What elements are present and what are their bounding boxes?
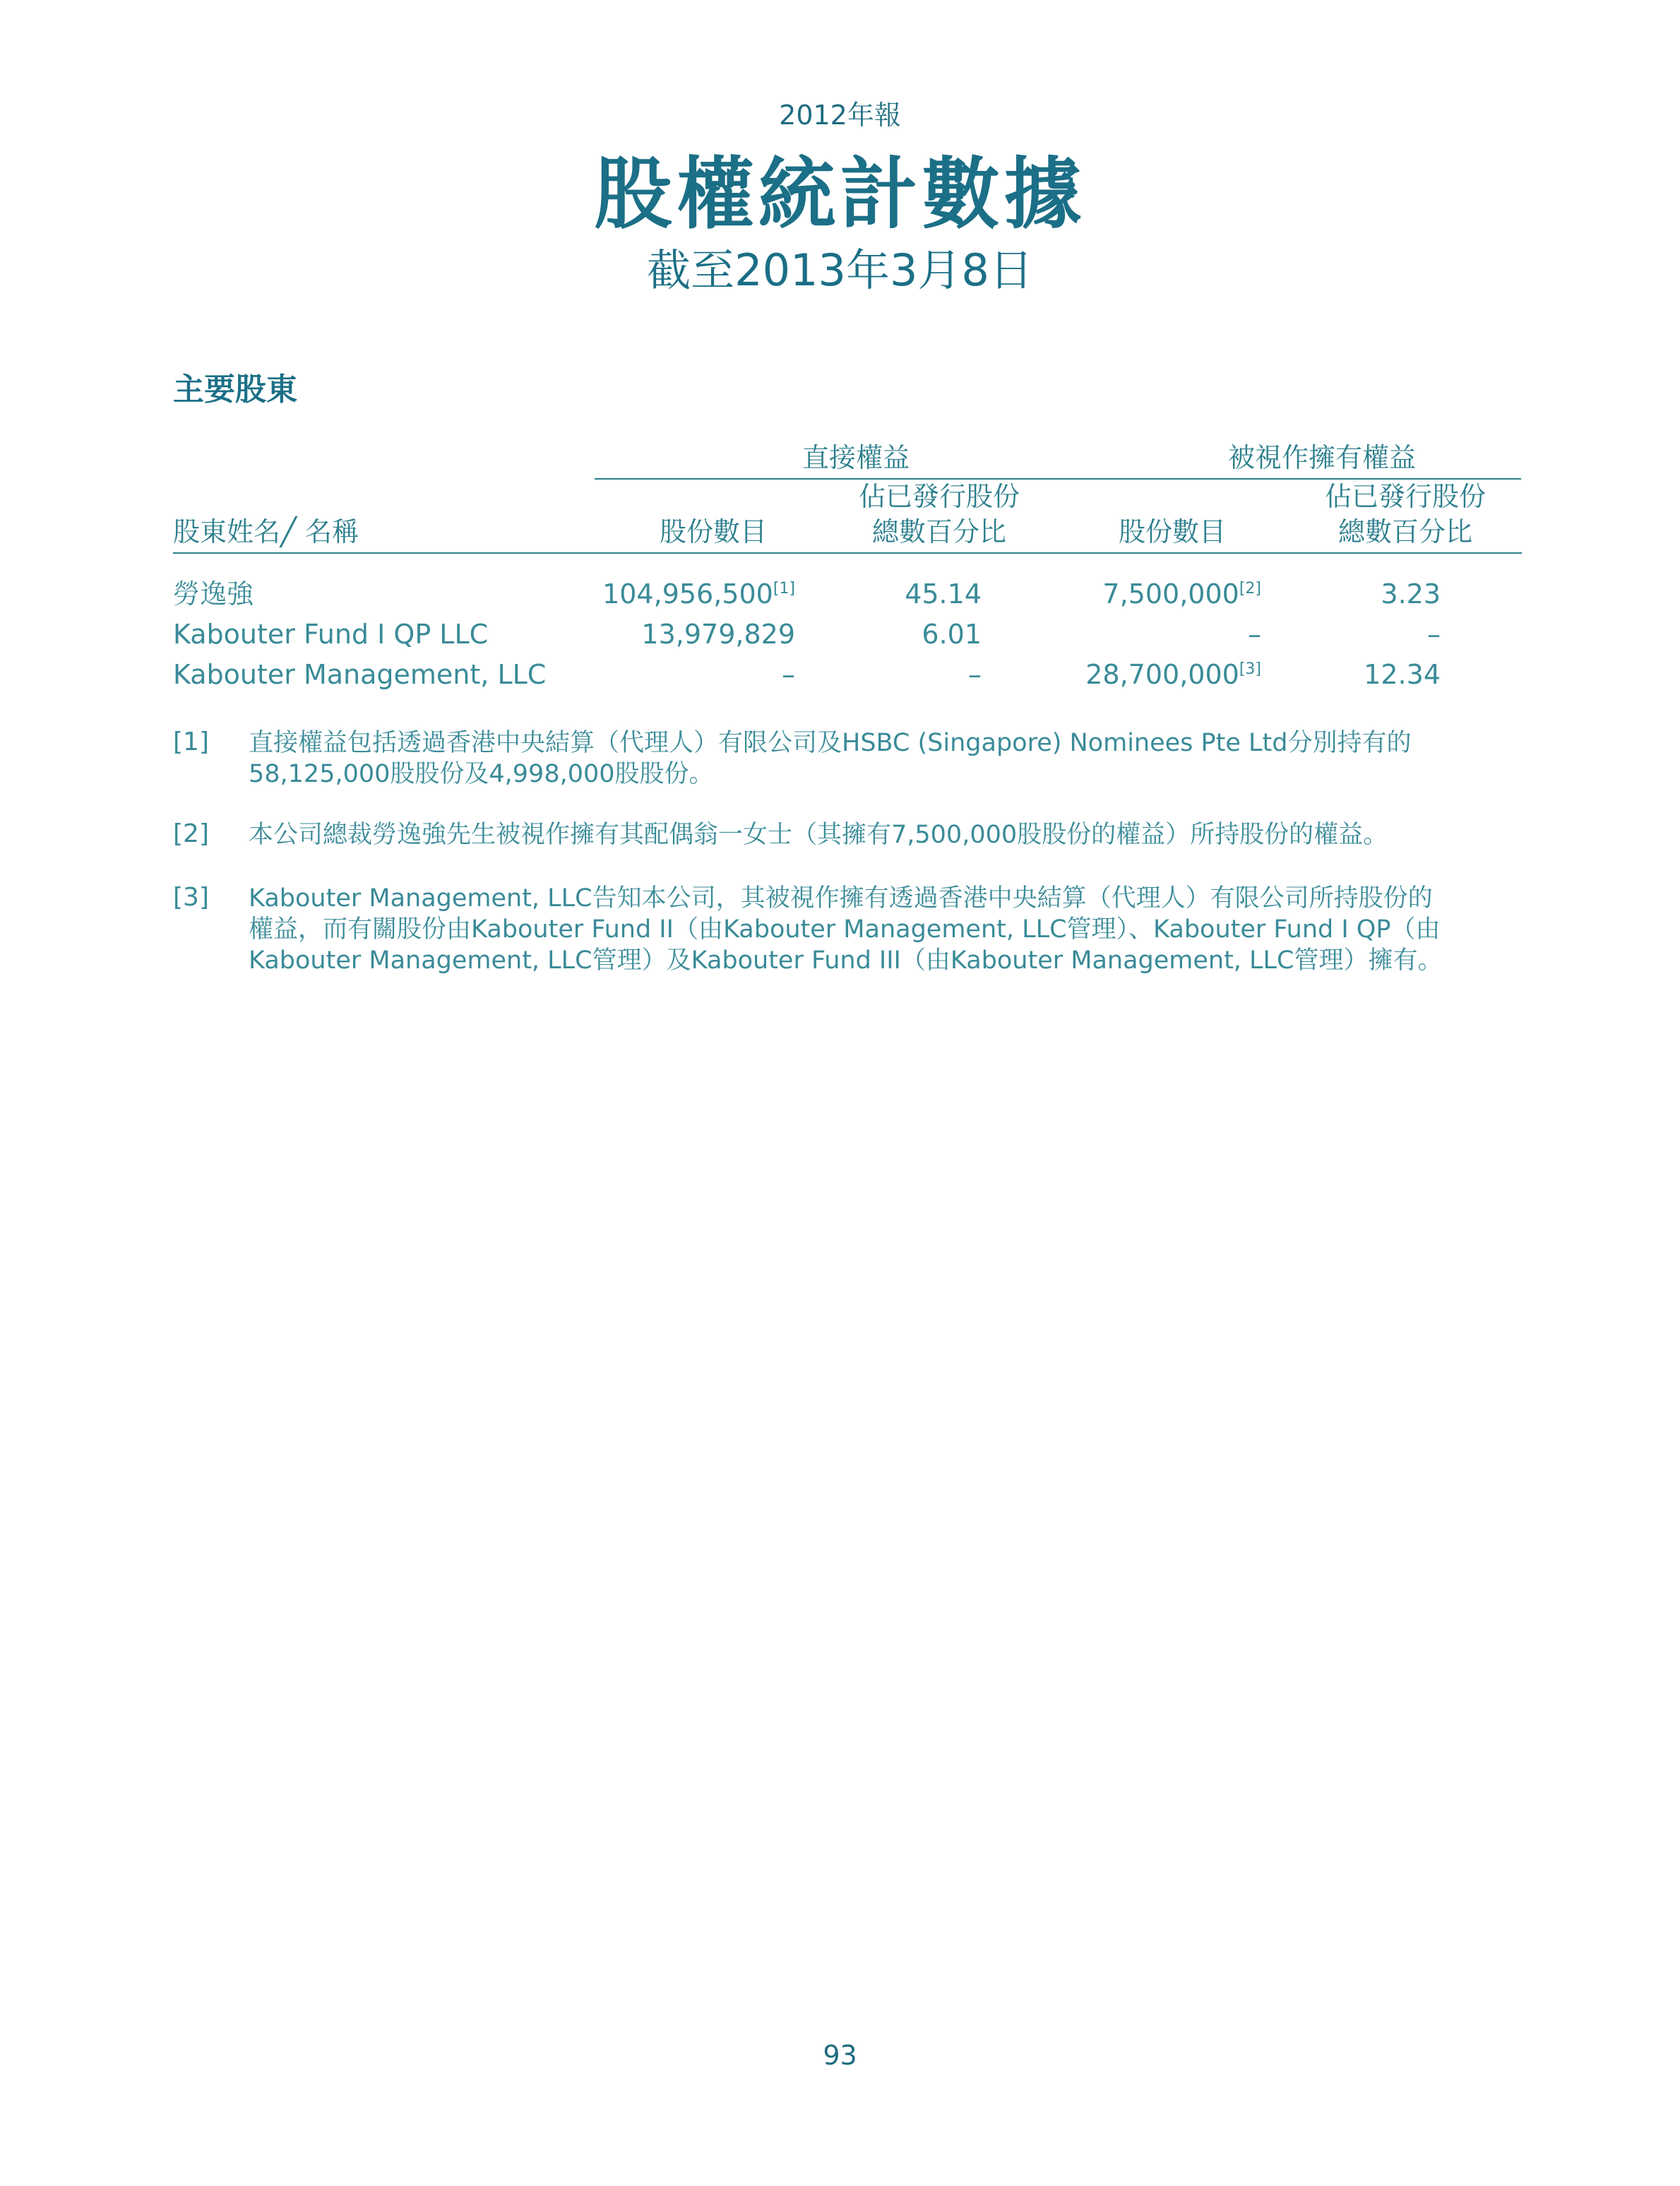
footnote-line: 直接權益包括透過香港中央結算（代理人）有限公司及HSBC (Singapore) Nominees Pte Ltd分別持有的 bbox=[249, 729, 1412, 757]
group-header-direct: 直接權益 bbox=[802, 442, 910, 473]
group-header-deemed: 被視作擁有權益 bbox=[1227, 442, 1416, 473]
note-marker: [3] bbox=[1239, 660, 1261, 678]
footnote-ref: [3] bbox=[173, 883, 209, 912]
direct-shares: 104,956,500[1] bbox=[602, 578, 795, 610]
deemed-shares: – bbox=[1248, 619, 1261, 650]
deemed-percent: 12.34 bbox=[1364, 659, 1441, 690]
direct-percent: 6.01 bbox=[922, 619, 982, 650]
note-marker: [1] bbox=[773, 580, 795, 598]
deemed-percent: 3.23 bbox=[1381, 578, 1441, 610]
direct-pct-header-line1: 佔已發行股份 bbox=[858, 481, 1020, 512]
footnote-ref: [2] bbox=[173, 819, 209, 848]
direct-percent: – bbox=[968, 659, 982, 690]
deemed-pct-header-line1: 佔已發行股份 bbox=[1324, 481, 1486, 512]
deemed-pct-header-line2: 總數百分比 bbox=[1338, 516, 1472, 547]
footnote-text bbox=[249, 727, 1506, 790]
footnote-text bbox=[249, 819, 1506, 850]
footnote-text bbox=[249, 883, 1506, 976]
footnote-line: Kabouter Management, LLC告知本公司，其被視作擁有透過香港中央結算（代理人）有限公司所持股份的 bbox=[249, 884, 1433, 913]
direct-pct-header-line2: 總數百分比 bbox=[871, 516, 1006, 547]
note-marker: [2] bbox=[1239, 580, 1261, 598]
footnote-line: Kabouter Management, LLC管理）及Kabouter Fund III（由Kabouter Management, LLC管理）擁有。 bbox=[249, 946, 1443, 975]
deemed-shares: 28,700,000[3] bbox=[1085, 659, 1261, 690]
footnote-line: 58,125,000股股份及4,998,000股股份。 bbox=[249, 760, 714, 788]
report-year: 2012年報 bbox=[779, 100, 901, 131]
shareholder-name: Kabouter Management, LLC bbox=[173, 659, 547, 690]
footnote-line: 權益，而有關股份由Kabouter Fund II（由Kabouter Management, LLC管理）、Kabouter Fund I QP（由 bbox=[249, 915, 1441, 944]
direct-shares: – bbox=[782, 659, 795, 690]
group-header-rule bbox=[595, 478, 1521, 480]
column-header-deemed-shares: 股份數目 bbox=[1118, 516, 1226, 547]
page-title: 股權統計數據 bbox=[594, 149, 1086, 239]
table-header-rule bbox=[173, 552, 1522, 554]
shareholder-name: 勞逸強 bbox=[173, 578, 254, 610]
column-header-name: 股東姓名╱ 名稱 bbox=[173, 516, 359, 547]
section-heading: 主要股東 bbox=[173, 372, 297, 408]
footnote-line: 本公司總裁勞逸強先生被視作擁有其配偶翁一女士（其擁有7,500,000股股份的權益）所持股份的權益。 bbox=[249, 821, 1388, 849]
footnote-ref: [1] bbox=[173, 727, 209, 756]
column-header-direct-shares: 股份數目 bbox=[659, 516, 767, 547]
deemed-percent: – bbox=[1427, 619, 1441, 650]
as-of-date: 截至2013年3月8日 bbox=[647, 244, 1033, 296]
deemed-shares: 7,500,000[2] bbox=[1102, 578, 1261, 610]
shareholder-name: Kabouter Fund I QP LLC bbox=[173, 619, 489, 650]
page-number: 93 bbox=[823, 2040, 857, 2071]
direct-shares: 13,979,829 bbox=[641, 619, 795, 650]
direct-percent: 45.14 bbox=[905, 578, 982, 610]
